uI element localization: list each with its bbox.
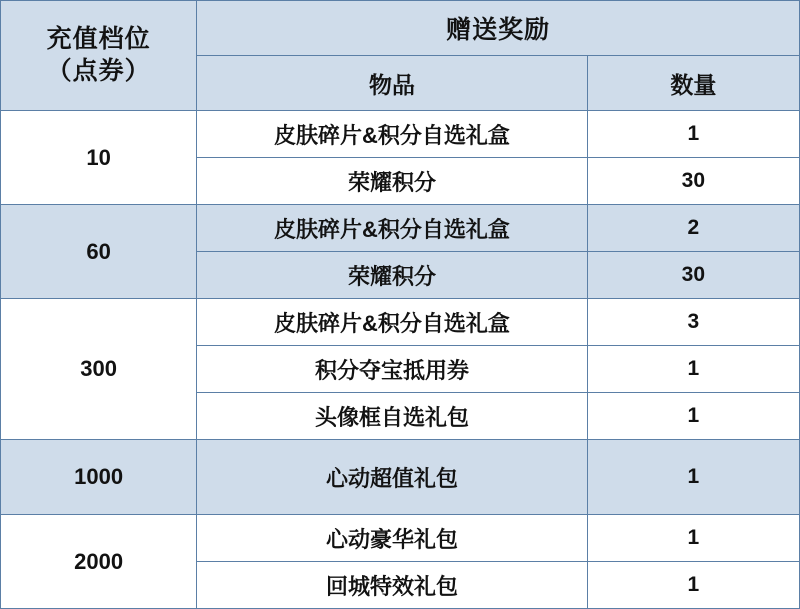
cell-item: 心动超值礼包 <box>197 440 587 515</box>
header-tier <box>1 1 197 111</box>
table-row <box>1 515 800 562</box>
table-row <box>1 111 800 158</box>
cell-quantity: 1 <box>587 562 799 609</box>
cell-quantity: 3 <box>587 299 799 346</box>
header-tier-line1: 充值档位 <box>46 25 151 54</box>
cell-item: 头像框自选礼包 <box>197 393 587 440</box>
cell-item: 皮肤碎片&积分自选礼盒 <box>197 299 587 346</box>
header-tier-line2: （点券） <box>46 56 151 85</box>
header-item: 物品 <box>197 56 587 111</box>
table-body <box>1 111 800 609</box>
cell-item: 心动豪华礼包 <box>197 515 587 562</box>
table-row <box>1 440 800 515</box>
cell-item: 荣耀积分 <box>197 158 587 205</box>
cell-tier: 10 <box>1 111 197 205</box>
cell-quantity: 1 <box>587 346 799 393</box>
cell-tier: 60 <box>1 205 197 299</box>
cell-quantity: 30 <box>587 252 799 299</box>
header-quantity: 数量 <box>587 56 799 111</box>
cell-tier: 2000 <box>1 515 197 609</box>
header-reward-group: 赠送奖励 <box>197 1 800 56</box>
cell-quantity: 1 <box>587 393 799 440</box>
table-row <box>1 299 800 346</box>
cell-tier: 300 <box>1 299 197 440</box>
cell-quantity: 30 <box>587 158 799 205</box>
table-header <box>1 1 800 111</box>
cell-item: 积分夺宝抵用券 <box>197 346 587 393</box>
cell-tier: 1000 <box>1 440 197 515</box>
cell-quantity: 1 <box>587 440 799 515</box>
cell-quantity: 1 <box>587 111 799 158</box>
cell-item: 皮肤碎片&积分自选礼盒 <box>197 111 587 158</box>
header-row-primary <box>1 1 800 56</box>
cell-quantity: 2 <box>587 205 799 252</box>
cell-item: 皮肤碎片&积分自选礼盒 <box>197 205 587 252</box>
cell-item: 回城特效礼包 <box>197 562 587 609</box>
cell-item: 荣耀积分 <box>197 252 587 299</box>
table-row <box>1 205 800 252</box>
cell-quantity: 1 <box>587 515 799 562</box>
